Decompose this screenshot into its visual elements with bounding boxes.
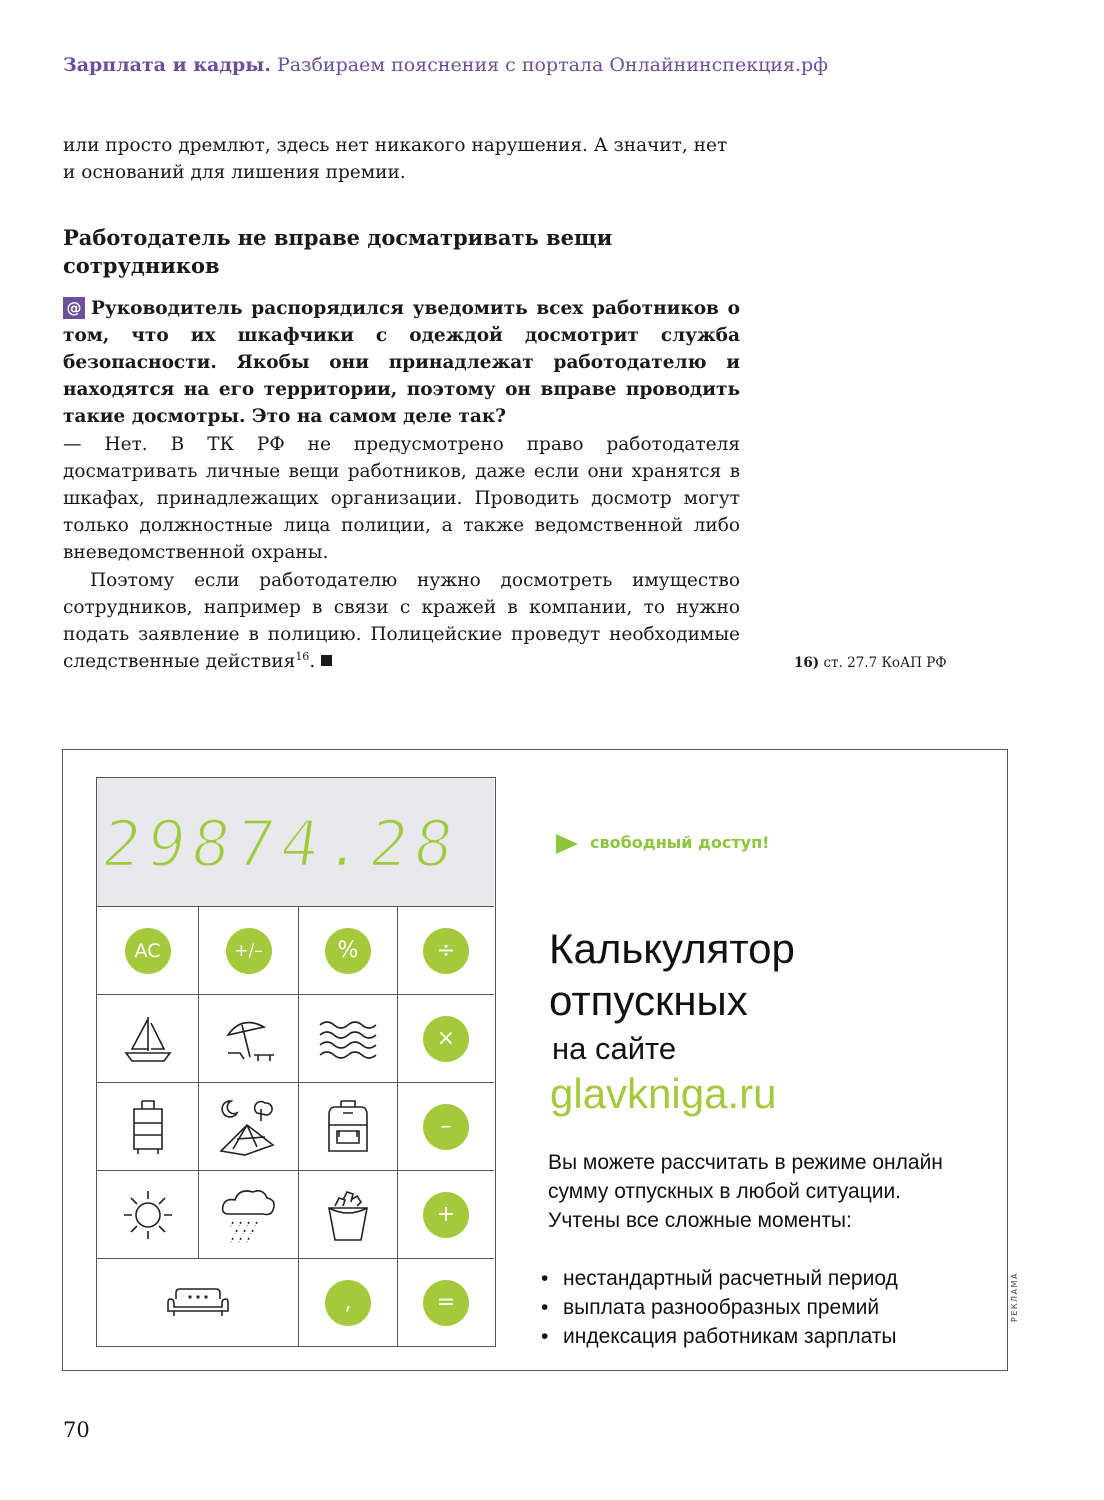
list-item: • нестандартный расчетный период [541, 1264, 898, 1293]
page-number: 70 [63, 1418, 90, 1442]
question-text: Руководитель распорядился уведомить всех работников о том, что их шкафчики с одеждой досмотрит служба безопасности. Якобы они принадлежат работодателю и находятся на его территории, поэтому он вправе проводить такие досмотры. Это на самом деле так? [63, 298, 740, 427]
key-waves [299, 995, 398, 1083]
beach-umbrella-icon [220, 1013, 278, 1065]
key-plus [398, 1171, 494, 1259]
ad-title [549, 923, 795, 1027]
sun-icon [120, 1187, 176, 1243]
key-tent [199, 1083, 299, 1171]
free-access-label[interactable] [556, 833, 769, 854]
conclusion-end: . [309, 651, 316, 672]
key-minus [398, 1083, 494, 1171]
key-ice-bucket [299, 1171, 398, 1259]
key-percent [299, 907, 398, 995]
sofa-icon [166, 1287, 230, 1319]
percent-icon: % [325, 928, 371, 974]
question-badge-icon: @ [63, 297, 85, 319]
question-paragraph [63, 295, 740, 430]
comma-icon: , [325, 1280, 371, 1326]
ice-bucket-icon [325, 1186, 371, 1244]
key-rain-cloud [199, 1171, 299, 1259]
free-access-text: свободный доступ! [590, 833, 770, 852]
suitcase-icon [128, 1097, 168, 1157]
list-item: • индексация работникам зарплаты [541, 1322, 898, 1351]
running-head [63, 54, 828, 76]
key-equals [398, 1259, 494, 1347]
key-multiply [398, 995, 494, 1083]
ad-title-line2: отпускных [549, 977, 748, 1024]
key-backpack [299, 1083, 398, 1171]
footnote [794, 655, 947, 671]
play-arrow-icon [556, 834, 578, 854]
tent-icon [217, 1097, 281, 1157]
calculator-illustration [96, 777, 496, 1347]
waves-icon [318, 1017, 378, 1061]
display-value: 29874.28 [97, 807, 464, 882]
backpack-icon [325, 1097, 371, 1157]
key-sun [97, 1171, 199, 1259]
key-plus-minus [199, 907, 299, 995]
key-comma [299, 1259, 398, 1347]
multiply-icon: × [423, 1016, 469, 1062]
ac-button-icon: AC [125, 928, 171, 974]
minus-icon: – [423, 1104, 469, 1150]
footnote-reference[interactable]: 16 [295, 649, 310, 663]
plus-icon: + [423, 1192, 469, 1238]
intro-paragraph: или просто дремлют, здесь нет никакого нарушения. А значит, нет и оснований для лишения премии. [63, 135, 728, 183]
list-item: • выплата разнообразных премий [541, 1293, 898, 1322]
site-link[interactable]: glavkniga.ru [550, 1070, 777, 1117]
display-digits [97, 778, 494, 906]
section-subtitle: Разбираем пояснения с портала Онлайнинспекция.рф [277, 54, 829, 76]
footnote-text: ст. 27.7 КоАП РФ [823, 655, 947, 671]
divide-icon: ÷ [423, 928, 469, 974]
ad-title-line1: Калькулятор [549, 925, 795, 972]
key-ac [97, 907, 199, 995]
plus-minus-icon: +/– [226, 928, 272, 974]
key-sailboat [97, 995, 199, 1083]
advertisement-tag: РЕКЛАМА [1010, 1272, 1019, 1322]
key-umbrella [199, 995, 299, 1083]
equals-icon: = [423, 1280, 469, 1326]
sailboat-icon [120, 1013, 176, 1065]
rain-cloud-icon [219, 1186, 279, 1244]
ad-subtitle: на сайте [552, 1031, 677, 1066]
feature-list [541, 1264, 898, 1351]
end-of-article-mark [321, 655, 332, 666]
section-title: Зарплата и кадры. [63, 54, 271, 76]
article-heading: Работодатель не вправе досматривать вещи сотрудников [63, 225, 613, 278]
key-suitcase [97, 1083, 199, 1171]
key-divide [398, 907, 494, 995]
answer-paragraph: — Нет. В ТК РФ не предусмотрено право работодателя досматривать личные вещи работников, даже если они хранятся в шкафах, принадлежащих организации. Проводить досмотр могут только должностные лица полиции, а также ведомственной либо вневедомственной охраны. [63, 434, 740, 563]
ad-description: Вы можете рассчитать в режиме онлайн сумму отпускных в любой ситуации. Учтены все сложные моменты: [548, 1151, 943, 1232]
key-sofa [97, 1259, 299, 1347]
calculator-display [97, 778, 494, 907]
conclusion-paragraph [63, 567, 740, 675]
footnote-number: 16) [794, 655, 820, 671]
conclusion-text: Поэтому если работодателю нужно досмотреть имущество сотрудников, например в связи с кражей в компании, то нужно подать заявление в полицию. Полицейские проведут необходимые следственные действия [63, 570, 740, 672]
